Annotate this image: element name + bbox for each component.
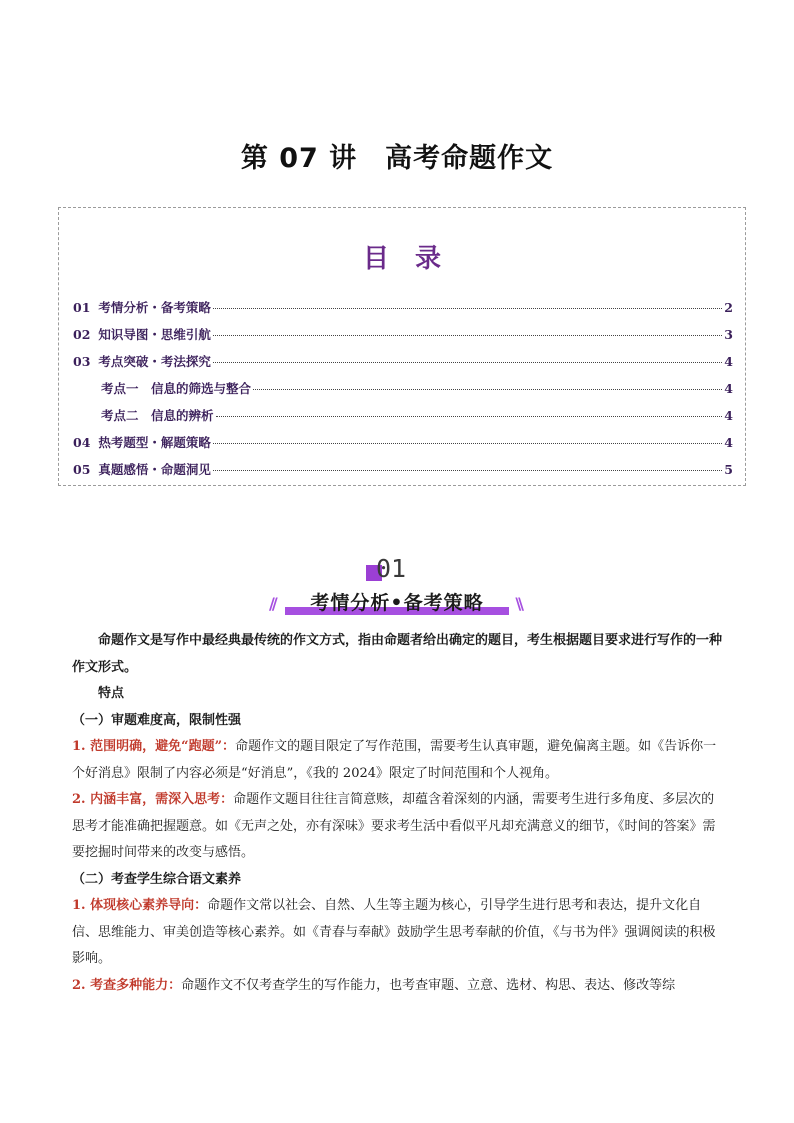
- toc-item-text: 考点一 信息的筛选与整合: [101, 381, 252, 396]
- toc-item[interactable]: [73, 298, 733, 325]
- toc-item-page: 3: [724, 327, 733, 342]
- paragraph-3: [72, 893, 722, 973]
- subheading-1: （一）审题难度高，限制性强: [72, 712, 242, 728]
- paragraph-1: [72, 734, 722, 787]
- paragraph-4-lead: 2. 考查多种能力：: [72, 977, 182, 993]
- toc-leader-dots: [213, 362, 722, 363]
- paragraph-1-lead: 1. 范围明确，避免“跑题”：: [72, 739, 236, 754]
- paragraph-2-lead: 2. 内涵丰富，需深入思考：: [72, 792, 234, 807]
- toc-item-number: 03: [73, 354, 91, 369]
- toc-item-page: 5: [724, 462, 733, 477]
- toc-leader-dots: [213, 308, 722, 309]
- toc-item-text: 考点二 信息的辨析: [101, 408, 214, 423]
- toc-heading: 目录: [362, 244, 467, 274]
- toc-item-number: 01: [73, 300, 91, 315]
- banner-slash-left-icon: //: [269, 594, 275, 613]
- subheading-2: （二）考查学生综合语文素养: [72, 871, 242, 887]
- body-content: [72, 628, 722, 999]
- banner-slash-right-icon: \\: [515, 594, 521, 613]
- toc-leader-dots: [253, 389, 722, 390]
- toc-item[interactable]: [73, 460, 733, 487]
- toc-item-text: 考点突破・考法探究: [98, 354, 211, 369]
- toc-list: [73, 298, 733, 487]
- paragraph-3-lead: 1. 体现核心素养导向：: [72, 898, 208, 913]
- toc-item[interactable]: [73, 352, 733, 379]
- toc-item-number: 05: [73, 462, 91, 477]
- toc-item[interactable]: [73, 433, 733, 460]
- toc-item-page: 4: [724, 408, 733, 423]
- paragraph-1-body: 命题作文的题目限定了写作范围，需要考生认真审题，避免偏离主题。如《告诉你一个好消息》限制了内容必须是“好消息”，《我的 2024》限定了时间范围和个人视角。: [72, 739, 717, 781]
- paragraph-4-body: 命题作文不仅考查学生的写作能力，也考查审题、立意、选材、构思、表达、修改等综: [181, 977, 676, 993]
- toc-item-text: 热考题型・解题策略: [98, 435, 211, 450]
- toc-item-text: 知识导图・思维引航: [98, 327, 211, 342]
- paragraph-2-body: 命题作文题目往往言简意赅，却蕴含着深刻的内涵，需要考生进行多角度、多层次的思考才能准确把握题意。如《无声之处，亦有深味》要求考生活中看似平凡却充满意义的细节，《时间的答案》需要挖掘时间带来的改变与感悟。: [72, 792, 716, 860]
- section-number: 01: [376, 554, 407, 583]
- toc-item-number: 02: [73, 327, 91, 342]
- toc-item-text: 真题感悟・命题洞见: [98, 462, 211, 477]
- paragraph-2: [72, 787, 722, 867]
- paragraph-4: [72, 973, 722, 1000]
- section-banner: [265, 588, 529, 616]
- toc-leader-dots: [213, 443, 722, 444]
- toc-item-number: 04: [73, 435, 91, 450]
- toc-item-text: 考情分析・备考策略: [98, 300, 211, 315]
- features-label: 特点: [98, 686, 125, 701]
- toc-item[interactable]: [73, 325, 733, 352]
- table-of-contents: [58, 207, 746, 486]
- toc-subitem[interactable]: [73, 379, 733, 406]
- toc-leader-dots: [216, 416, 723, 417]
- toc-item-page: 2: [724, 300, 733, 315]
- paragraph-3-body: 命题作文常以社会、自然、人生等主题为核心，引导学生进行思考和表达，提升文化自信、思维能力、审美创造等核心素养。如《青春与奉献》鼓励学生思考奉献的价值，《与书为伴》强调阅读的积极影响。: [72, 898, 716, 966]
- toc-item-page: 4: [724, 381, 733, 396]
- toc-subitem[interactable]: [73, 406, 733, 433]
- toc-leader-dots: [213, 335, 722, 336]
- section-title: 考情分析•备考策略: [310, 592, 484, 614]
- document-title: 第 07 讲 高考命题作文: [240, 143, 554, 174]
- toc-item-page: 4: [724, 435, 733, 450]
- intro-paragraph: 命题作文是写作中最经典最传统的作文方式，指由命题者给出确定的题目，考生根据题目要求进行写作的一种作文形式。: [72, 633, 723, 675]
- toc-leader-dots: [213, 470, 722, 471]
- toc-item-page: 4: [724, 354, 733, 369]
